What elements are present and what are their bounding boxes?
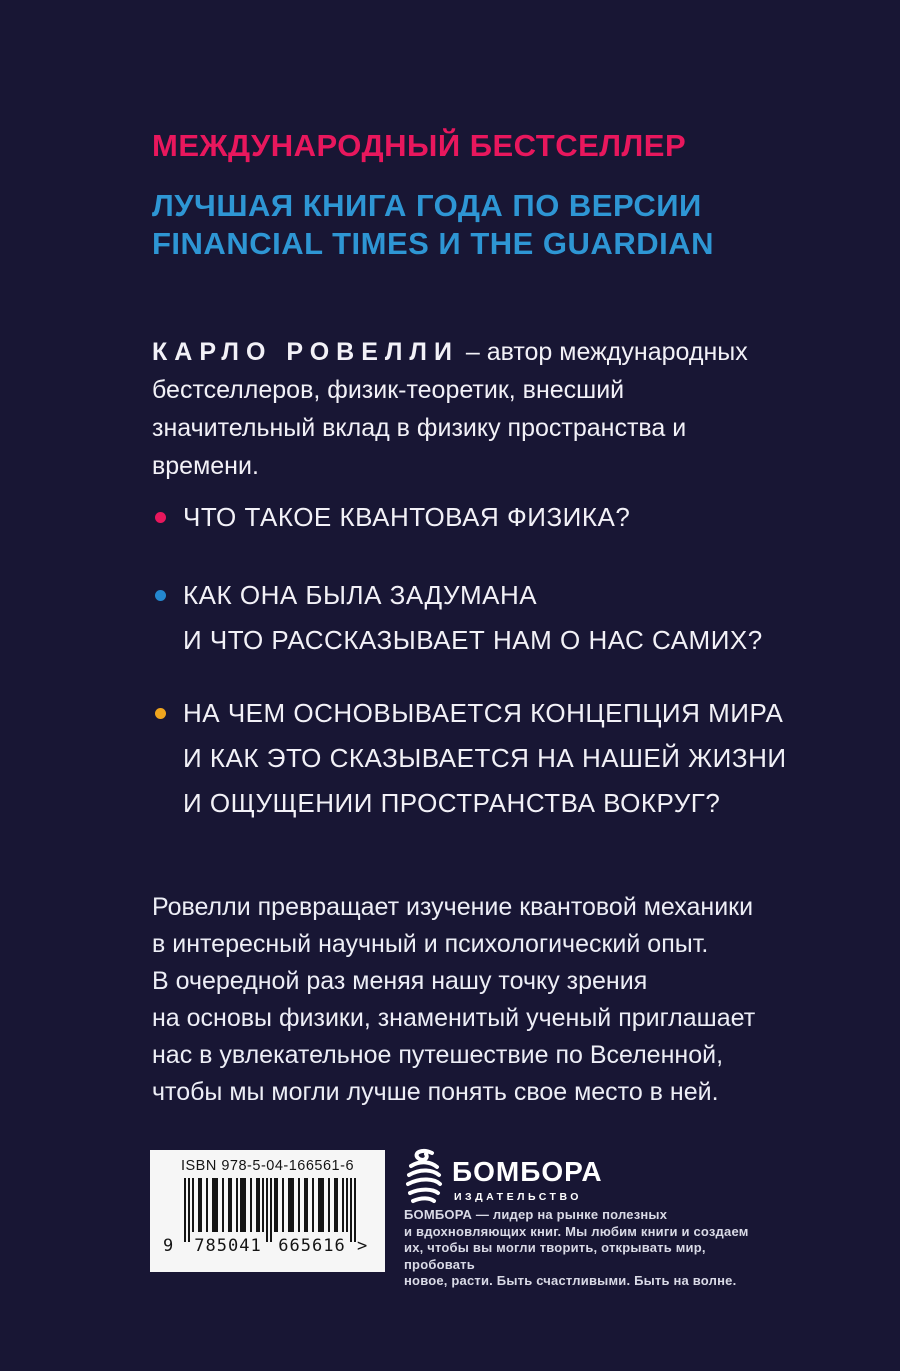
question-3-text: НА ЧЕМ ОСНОВЫВАЕТСЯ КОНЦЕПЦИЯ МИРА И КАК ЭТО СКАЗЫВАЕТСЯ НА НАШЕЙ ЖИЗНИ И ОЩУЩЕНИИ ПРОСТРАНСТВА ВОКРУГ? xyxy=(183,698,787,818)
isbn-barcode xyxy=(150,1150,385,1272)
award-heading-line1: ЛУЧШАЯ КНИГА ГОДА ПО ВЕРСИИ xyxy=(152,188,702,223)
isbn-label: ISBN 978-5-04-166561-6 xyxy=(180,1158,355,1174)
blue-bullet-dot xyxy=(155,590,166,601)
author-name: КАРЛО РОВЕЛЛИ xyxy=(152,338,459,366)
bombora-logo-text: БОМБОРА xyxy=(452,1156,603,1187)
barcode-group-1: 785041 xyxy=(194,1236,262,1256)
question-2-text: КАК ОНА БЫЛА ЗАДУМАНА И ЧТО РАССКАЗЫВАЕТ НАМ О НАС САМИХ? xyxy=(183,580,763,655)
author-paragraph xyxy=(152,333,784,485)
book-summary: Ровелли превращает изучение квантовой механики в интересный научный и психологический опыт. В очередной раз меняя нашу точку зрения на основы физики, знаменитый ученый приглашает нас в увлекательное путешествие по Вселенной, чтобы мы могли лучше понять свое место в ней. xyxy=(152,893,756,1106)
barcode-suffix: > xyxy=(357,1236,368,1256)
publisher-about-text: БОМБОРА — лидер на рынке полезных и вдохновляющих книг. Мы любим книги и создаем их, чтобы вы могли творить, открывать мир, пробовать новое, расти. Быть счастливыми. Быть на волне. xyxy=(404,1207,749,1288)
bombora-logo-icon xyxy=(401,1148,445,1210)
bestseller-heading: МЕЖДУНАРОДНЫЙ БЕСТСЕЛЛЕР xyxy=(152,128,687,163)
barcode-digit-9: 9 xyxy=(163,1236,174,1256)
author-description: – автор международных бестселлеров, физик-теоретик, внесший значительный вклад в физику пространства и времени. xyxy=(152,338,748,480)
question-bullet-3 xyxy=(152,691,832,826)
question-1-text: ЧТО ТАКОЕ КВАНТОВАЯ ФИЗИКА? xyxy=(183,502,631,532)
award-heading-line2: FINANCIAL TIMES И THE GUARDIAN xyxy=(152,226,714,261)
question-bullet-1 xyxy=(152,495,832,540)
bombora-logo-subtitle: ИЗДАТЕЛЬСТВО xyxy=(454,1191,582,1203)
question-bullet-2 xyxy=(152,573,832,663)
pink-bullet-dot xyxy=(155,512,166,523)
yellow-bullet-dot xyxy=(155,708,166,719)
barcode-group-2: 665616 xyxy=(278,1236,346,1256)
award-heading xyxy=(152,187,714,263)
barcode-bars-graphic xyxy=(184,1178,356,1244)
